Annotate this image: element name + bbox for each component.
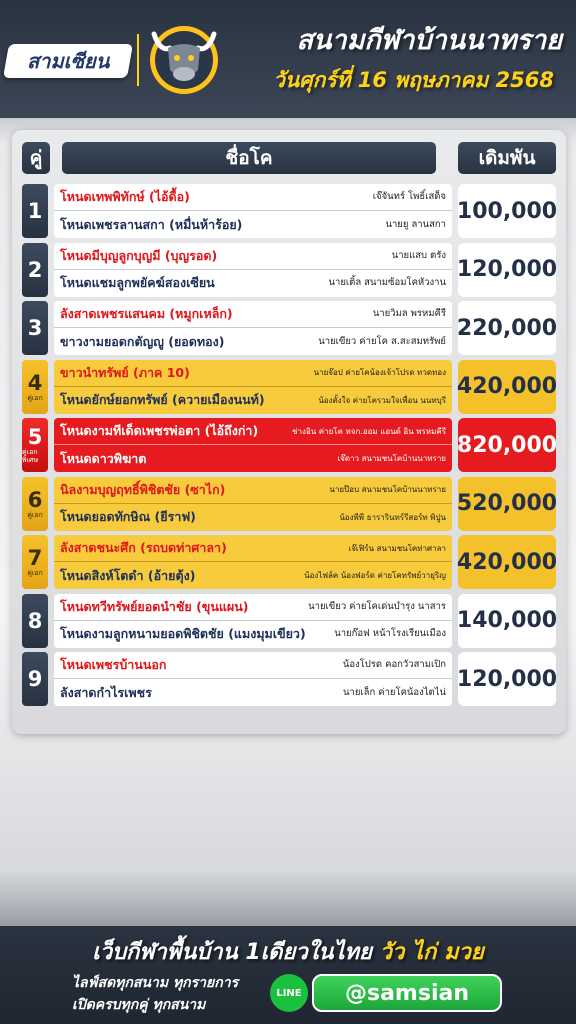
- bull-name-bottom: โหนดดาวพิฆาต: [60, 450, 147, 466]
- bull-top: [54, 418, 452, 445]
- owner-top: นายจ๊อป ค่ายโคน้องเจ้าโปรด ทวดทอง: [313, 368, 446, 377]
- owner-top: เจ๊เฟิร์น สนามชนโคท่าศาลา: [348, 543, 446, 553]
- table-row: [22, 360, 556, 414]
- owner-top: นายป๊อบ สนามชนโคบ้านนาทราย: [329, 485, 446, 494]
- event-date: วันศุกร์ที่ 16 พฤษภาคม 2568: [273, 68, 554, 92]
- bull-name-bottom: ลังสาดกำไรเพชร: [60, 684, 152, 700]
- bull-name-top: โหนดเทพพิทักษ์ (ไอ้ดื้อ): [60, 189, 190, 204]
- pair-tag: คู่เอก: [27, 569, 43, 577]
- bull-name-bottom: โหนดสิงห์โตดำ (อ้ายตุ้ง): [60, 567, 196, 583]
- pair-number: 6: [27, 487, 43, 512]
- bull-top: [54, 594, 452, 621]
- owner-bottom: นายยู ลานสกา: [385, 218, 446, 230]
- bull-names-cell: [54, 594, 452, 648]
- bull-name-bottom: โหนดยักษ์ยอกทรัพย์ (ควายเมืองนนท์): [60, 392, 265, 407]
- bet-amount: 220,000: [458, 301, 556, 355]
- bull-name-bottom: โหนดเพชรลานสกา (หมื่นห้าร้อย): [60, 216, 243, 232]
- owner-bottom: นายเขียว ค่ายโค ส.สะสมทรัพย์: [318, 335, 446, 347]
- pair-number-badge: [22, 594, 48, 648]
- bet-amount: 420,000: [458, 535, 556, 589]
- bull-bottom: [54, 445, 452, 472]
- table-row: [22, 535, 556, 589]
- owner-top: นายวิมล พรหมคีรี: [372, 308, 446, 319]
- owner-top: นายเขียว ค่ายโคเด่นบำรุง นาสาร: [308, 600, 446, 612]
- bull-top: [54, 535, 452, 562]
- table-row: [22, 243, 556, 297]
- bull-bottom: [54, 562, 452, 589]
- owner-top: น้องโปรด คอกวัวสามเปิก: [342, 659, 446, 670]
- col-header-pair: คู่: [22, 142, 50, 174]
- bull-name-top: โหนดมีบุญลูกบุญมี (บุญรอด): [60, 247, 218, 263]
- bull-bottom: [54, 621, 452, 648]
- bull-bottom: [54, 211, 452, 238]
- brand-divider: [137, 34, 139, 86]
- pair-number: 3: [27, 316, 43, 340]
- bet-amount: 120,000: [458, 243, 556, 297]
- bull-names-cell: [54, 418, 452, 472]
- pair-number: 4: [27, 370, 43, 395]
- bull-names-cell: [54, 301, 452, 355]
- bull-name-top: โหนดงามทีเด็ดเพชรพ่อตา (ไอ้ถึงก่า): [60, 423, 259, 438]
- owner-top: เจ๊จันทร์ โพธิ์เสด็จ: [372, 191, 446, 202]
- pair-tag: คู่เอก: [27, 393, 43, 402]
- line-app-icon[interactable]: [270, 974, 308, 1012]
- bull-names-cell: [54, 243, 452, 297]
- footer-tagline: [0, 934, 576, 969]
- bull-names-cell: [54, 184, 452, 238]
- pair-number: 7: [27, 546, 43, 570]
- pair-number-badge: [22, 418, 48, 472]
- owner-bottom: นายเล็ก ค่ายโคน้องไตไน่: [342, 686, 446, 698]
- pair-number-badge: [22, 535, 48, 589]
- bull-names-cell: [54, 477, 452, 531]
- col-header-bet: เดิมพัน: [458, 142, 556, 174]
- owner-bottom: นายก๊อฟ หน้าโรงเรียนเมือง: [334, 628, 446, 639]
- owner-bottom: น้องตั้งใจ ค่ายโครวมใจเพื่อน นนทบุรี: [318, 395, 446, 405]
- bull-name-top: โหนดทวีทรัพย์ยอดนำชัย (ขุนแผน): [60, 598, 249, 614]
- pair-number: 2: [27, 257, 43, 282]
- pair-tag: คู่เอก: [27, 510, 43, 519]
- table-row: [22, 594, 556, 648]
- owner-bottom: น้องพีพี ธารารินทร์รีสอร์ท พิปูน: [339, 512, 446, 522]
- pair-number-badge: [22, 652, 48, 706]
- bull-top: [54, 652, 452, 679]
- bet-amount: 820,000: [458, 418, 556, 472]
- bet-amount: 520,000: [458, 477, 556, 531]
- table-row: [22, 652, 556, 706]
- tagline-text: เว็บกีฬาพื้นบ้าน 1เดียวในไทย: [92, 940, 372, 965]
- bull-name-top: นิลงามบุญฤทธิ์พิชิตชัย (ซาไก): [60, 481, 226, 497]
- owner-bottom: น้องไฟล์ค น้องฟอร์ด ค่ายโคทรัพย์วายุริญ: [304, 571, 446, 580]
- bull-top: [54, 301, 452, 328]
- bull-bottom: [54, 328, 452, 355]
- owner-top: ช่างอิน ค่ายโค หจก.ออม แอนด์ อิน พรหมคีรี: [292, 426, 446, 436]
- bull-bottom: [54, 270, 452, 297]
- bull-names-cell: [54, 535, 452, 589]
- bull-top: [54, 184, 452, 211]
- footer-subline-live: ไลฟ์สดทุกสนาม ทุกรายการ: [72, 975, 239, 991]
- brand-text: สามเซียน: [26, 49, 110, 73]
- pair-number-badge: [22, 184, 48, 238]
- owner-top: นายแสบ ตรัง: [391, 249, 446, 261]
- table-row: [22, 477, 556, 531]
- bet-amount: 420,000: [458, 360, 556, 414]
- brand-logo: [3, 44, 133, 78]
- bull-name-top: ลังสาดชนะศึก (รถบดท่าศาลา): [60, 540, 227, 555]
- pair-number: 9: [27, 667, 43, 691]
- bet-amount: 100,000: [458, 184, 556, 238]
- footer-subline-open: เปิดครบทุกคู่ ทุกสนาม: [72, 997, 206, 1013]
- table-row: [22, 301, 556, 355]
- pair-number-badge: [22, 477, 48, 531]
- bull-name-bottom: โหนดงามลูกหนามยอดพิชิตชัย (แมงมุมเขียว): [60, 626, 306, 641]
- pair-number: 8: [27, 608, 43, 633]
- bull-names-cell: [54, 360, 452, 414]
- bull-name-top: โหนดเพชรบ้านนอก: [60, 657, 167, 672]
- pair-number-badge: [22, 243, 48, 297]
- bull-name-bottom: โหนดยอดทักษิณ (ยีราฟ): [60, 509, 196, 524]
- line-handle-button[interactable]: @samsian: [312, 974, 502, 1012]
- table-row: [22, 418, 556, 472]
- bull-top: [54, 360, 452, 387]
- bet-amount: 120,000: [458, 652, 556, 706]
- bet-amount: 140,000: [458, 594, 556, 648]
- table-row: [22, 184, 556, 238]
- page-title: สนามกีฬาบ้านนาทราย: [296, 25, 562, 56]
- bull-name-top: ลังสาดเพชรแสนคม (หมูกเหล็ก): [60, 306, 233, 321]
- line-label: LINE: [276, 987, 302, 999]
- pair-number-badge: [22, 360, 48, 414]
- bull-mascot-icon: [146, 18, 222, 98]
- pair-number-badge: [22, 301, 48, 355]
- bull-names-cell: [54, 652, 452, 706]
- bull-name-bottom: ขาวงามยอดกตัญญู (ยอดทอง): [60, 333, 225, 349]
- bull-bottom: [54, 679, 452, 706]
- header: [0, 0, 576, 118]
- bull-bottom: [54, 504, 452, 531]
- col-header-bull-name: ชื่อโค: [62, 142, 436, 174]
- bull-top: [54, 243, 452, 270]
- bull-name-bottom: โหนดแชมลูกพยัคฆ์สองเซียน: [60, 275, 215, 290]
- owner-bottom: เจ๊ดาว สนามชนโคบ้านนาทราย: [337, 454, 446, 463]
- tagline-highlight: วัว ไก่ มวย: [379, 940, 484, 965]
- owner-bottom: นายเติ้ล สนามซ้อมโคหัวงาน: [328, 277, 446, 288]
- bull-top: [54, 477, 452, 504]
- bull-name-top: ขาวนำทรัพย์ (ภาค 10): [60, 364, 190, 380]
- bull-bottom: [54, 387, 452, 414]
- pair-number: 1: [27, 199, 43, 223]
- pair-tag: คู่เอกพิเศษ: [22, 448, 39, 464]
- match-table: [12, 130, 566, 734]
- pair-number: 5: [27, 425, 43, 449]
